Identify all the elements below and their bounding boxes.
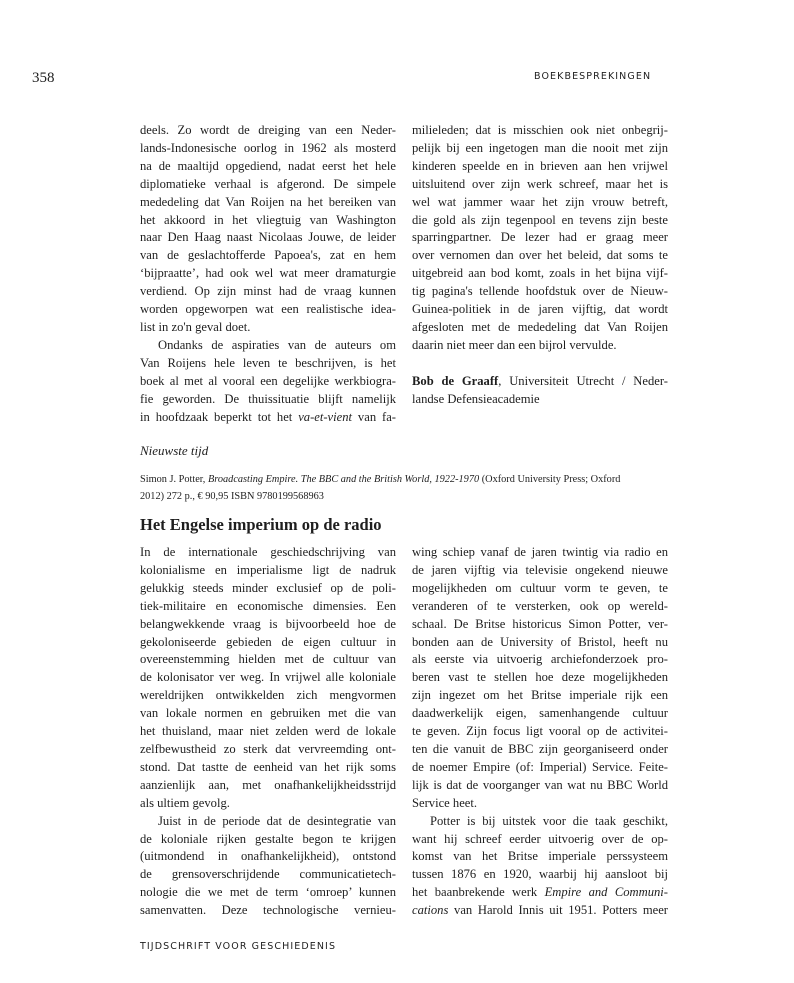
previous-review-right-column: [412, 122, 668, 409]
text-line: overeenstemming hielden met de cultuur van: [140, 652, 396, 667]
italic-term: va-et-vient: [298, 409, 353, 424]
text-line: ten die vanuit de BBC zijn georganiseerd onder: [412, 741, 668, 756]
text-line: ‘bijpraatte’, had ook wel wat meer dramaturgie: [140, 266, 396, 281]
text-line: pelijk bij een ingetogen man die nooit met zijn: [412, 140, 668, 155]
text-line: uitsluitend over zijn werk schreef, maar het is: [412, 176, 668, 191]
text-line: verdiend. Op zijn minst had de vraag kunnen: [140, 284, 396, 299]
text-line: aanzienlijk aan, met onafhankelijkheidsstrijd: [140, 777, 396, 792]
reviewer-name: Bob de Graaff: [412, 373, 499, 388]
text-line: samenvatten. Deze technologische vernieu-: [140, 903, 396, 918]
text-line: tig pagina's tellende hoofdstuk over de Nieuw-: [412, 284, 668, 299]
text-line: tiek-militaire en economische dimensies. Een: [140, 598, 396, 613]
review-left-column: [140, 544, 396, 920]
text-line: uitgebreid aan bod komt, zoals in het bijna vijf-: [412, 266, 668, 281]
running-head: BOEKBESPREKINGEN: [534, 71, 652, 82]
text-line: deels. Zo wordt de dreiging van een Neder-: [140, 123, 396, 137]
text-line: te geven. Zijn focus ligt vooral op de activitei-: [412, 724, 668, 739]
text-line: van lokale normen en gebruiken met die van: [140, 706, 396, 721]
text-line: stond. Dat tastte de eenheid van het rijk soms: [140, 759, 396, 774]
citation-line: 2012) 272 p., € 90,95 ISBN 9780199568963: [140, 491, 324, 502]
text-line: daadwerkelijk eigen, samenhangende cultuur: [412, 706, 668, 721]
text-line: cations van Harold Innis uit 1951. Potters meer: [412, 903, 668, 918]
text-line: kolonialisme en imperialisme ligt de nadruk: [140, 562, 396, 577]
text-line: tussen 1876 en 1920, waarbij hij aansloot bij: [412, 867, 668, 882]
text-line: gekoloniseerde gebieden de eigen cultuur in: [140, 634, 396, 649]
text-line: die gold als zijn tegenpool en tevens zijn beste: [412, 212, 668, 227]
text-line: afgesloten met de mededeling dat Van Roijen: [412, 319, 668, 334]
text-line: het thuisland, maar niet zelden werd de lokale: [140, 724, 396, 739]
review-title: Het Engelse imperium op de radio: [140, 515, 382, 534]
review-right-column: [412, 544, 668, 920]
previous-review-left-column: [140, 122, 396, 426]
text-line: het baanbrekende werk Empire and Communi-: [412, 885, 668, 900]
text-line: belangwekkende vraag is bijvoorbeeld hoe de: [140, 616, 396, 631]
text-line: sparringpartner. De lezer had er graag meer: [412, 230, 668, 245]
reviewer-signature: [412, 373, 668, 409]
text-line: veranderen of te versterken, ook op wereld-: [412, 598, 668, 613]
text-line: als ultiem gevolg.: [140, 795, 230, 810]
text-line: worden opgeworpen wat een realistische idea-: [140, 302, 396, 317]
book-citation: [140, 471, 670, 505]
citation-line: [140, 471, 670, 488]
text-line: over vernomen dan over het beleid, dat soms te: [412, 248, 668, 263]
text-line: fie geworden. De thuissituatie blijft namelijk: [140, 391, 396, 406]
text-line: de kolonisator ver weg. In vrijwel alle koloniale: [140, 670, 396, 685]
text-line: schaal. De Britse historicus Simon Potter, ver-: [412, 616, 668, 631]
text-line: (uitmondend in onafhankelijkheid), ontstond: [140, 849, 396, 864]
page-number: 358: [32, 70, 55, 86]
text-line: milieleden; dat is misschien ook niet onbegrij-: [412, 123, 668, 137]
text-line: gelukkig steeds minder exclusief op de poli-: [140, 580, 396, 595]
text-line: zelfbewustheid zo sterk dat vervreemding ont-: [140, 741, 396, 756]
text-line: de noemer Empire (of: Imperial) Service. Feite-: [412, 759, 668, 774]
text-line: kinderen speelde en in brieven aan hen vrijwel: [412, 158, 668, 173]
text-line: In de internationale geschiedschrijving van: [140, 545, 396, 559]
text-line: boek al met al vooral een degelijke werkbiogra-: [140, 373, 396, 388]
text-line: beren vast te stellen hoe deze mogelijkheden: [412, 670, 668, 685]
signature-line: landse Defensieacademie: [412, 391, 540, 406]
citation-author: Simon J. Potter,: [140, 474, 208, 485]
text-line: in hoofdzaak beperkt tot het va-et-vient van fa-: [140, 409, 396, 424]
text-line: lijk is dat de voorganger van wat nu BBC World: [412, 777, 668, 792]
text-line: het akkoord in het vliegtuig van Washington: [140, 212, 396, 227]
text-line: diplomatieke verhaal is afgerond. De simpele: [140, 176, 396, 191]
text-line: wel wat jammer waar het zijn vrouw betreft,: [412, 194, 668, 209]
text-line: na de maaltijd opgediend, nadat eerst het hele: [140, 158, 396, 173]
signature-line: [412, 373, 668, 391]
text-line: van de geslachtofferde Papoea's, zat en hem: [140, 248, 396, 263]
section-label: Nieuwste tijd: [140, 443, 209, 458]
text-line: mededeling dat Van Roijen na het bereiken van: [140, 194, 396, 209]
text-line: Van Roijens hele leven te beschrijven, is het: [140, 355, 396, 370]
text-line: de koloniale rijken gestalte begon te krijgen: [140, 831, 396, 846]
citation-publisher: (Oxford University Press; Oxford: [479, 474, 621, 485]
text-line: komst van het Britse imperiale perssysteem: [412, 849, 668, 864]
text-line: mogelijkheden om cultuur vorm te geven, te: [412, 580, 668, 595]
text-line: nologie die we met de term ‘omroep’ kunnen: [140, 885, 396, 900]
text-line: de grensoverschrijdende communicatietech-: [140, 867, 396, 882]
text-line: Service heet.: [412, 795, 478, 810]
text-line: bonden aan de University of Bristol, heeft nu: [412, 634, 668, 649]
text-line: naar Den Haag naast Nicolaas Jouwe, de leider: [140, 230, 396, 245]
italic-book-title: cations: [412, 903, 449, 918]
text-line: de jaren vijftig via televisie ongekend nieuwe: [412, 562, 668, 577]
text-line-paragraph-start: Potter is bij uitstek voor die taak geschikt,: [430, 813, 668, 828]
text-line-paragraph-start: Juist in de periode dat de desintegratie van: [158, 813, 396, 828]
journal-footer: TIJDSCHRIFT VOOR GESCHIEDENIS: [140, 941, 337, 952]
citation-title: Broadcasting Empire. The BBC and the British World, 1922-1970: [207, 474, 480, 485]
text-line: daarin niet meer dan een bijrol vervulde.: [412, 337, 617, 352]
text-line: Guinea-politiek in de jaren vijftig, dat wordt: [412, 302, 668, 317]
text-line: list in zo'n geval doet.: [140, 319, 251, 334]
text-line: wing schiep vanaf de jaren twintig via radio en: [412, 545, 668, 559]
text-line: wereldrijken ontwikkelden zich mengvormen: [140, 688, 396, 703]
text-line: lands-Indonesische oorlog in 1962 als mosterd: [140, 140, 396, 155]
italic-book-title: Empire and Communi-: [544, 885, 668, 900]
text-line: zijn ingezet om het Britse imperiale rijk een: [412, 688, 668, 703]
text-line-paragraph-start: Ondanks de aspiraties van de auteurs om: [158, 337, 396, 352]
text-line: want hij schreef eerder uitvoerig over de op-: [412, 831, 668, 846]
text-line: als eerste via uitvoerig archiefonderzoek pro-: [412, 652, 668, 667]
reviewer-affiliation: , Universiteit Utrecht / Neder-: [498, 373, 668, 388]
